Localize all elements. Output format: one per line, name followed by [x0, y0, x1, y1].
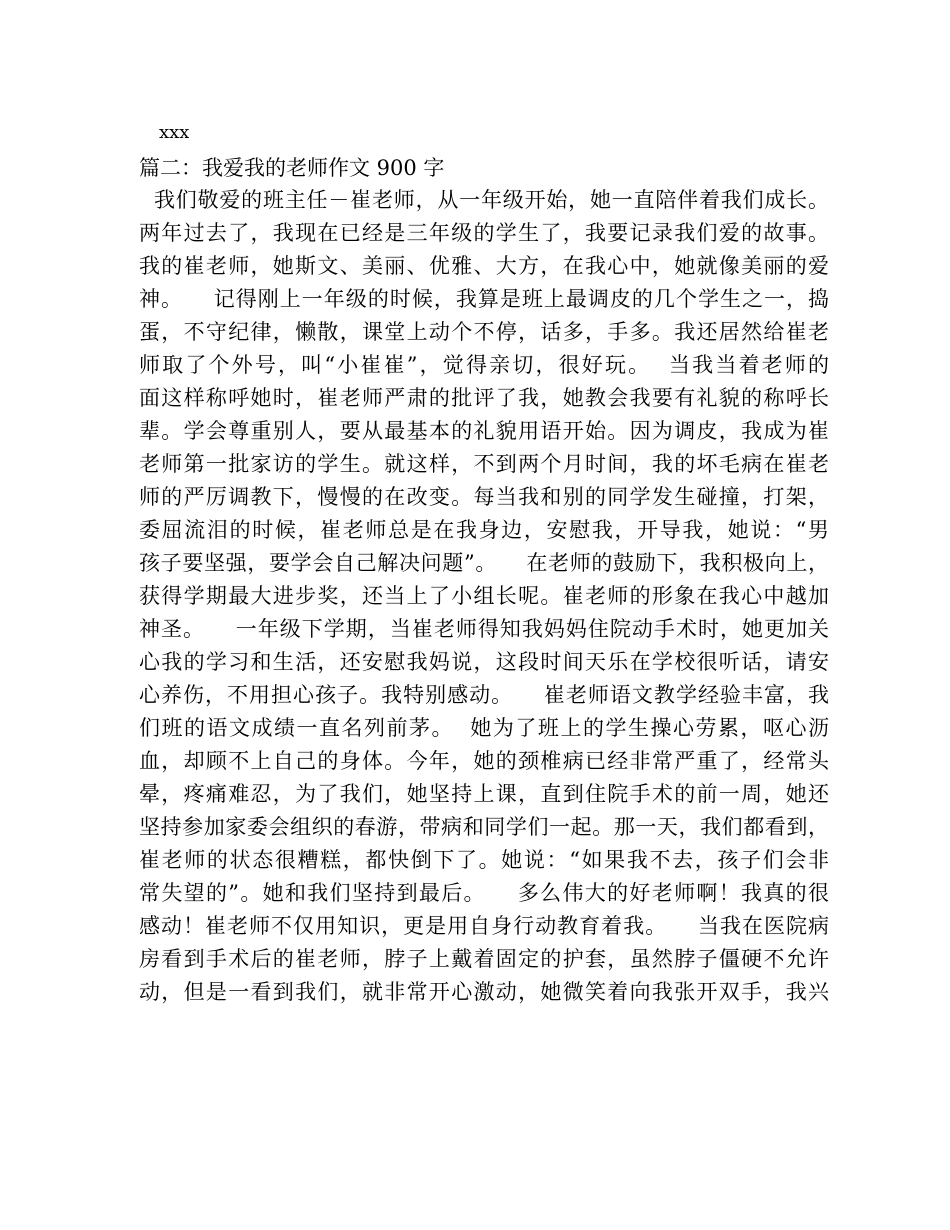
cropped-text-fragment: xxx: [159, 122, 190, 138]
body-line: 我们敬爱的班主任－崔老师，从一年级开始，她一直陪伴着我们成长。: [139, 188, 829, 212]
body-line: 师取了个外号，叫“小崔崔”，觉得亲切，很好玩。 当我当着老师的: [139, 353, 829, 377]
body-line: 感动！崔老师不仅用知识，更是用自身行动教育着我。 当我在医院病: [139, 914, 829, 938]
body-line: 神圣。 一年级下学期，当崔老师得知我妈妈住院动手术时，她更加关: [139, 617, 829, 641]
body-line: 辈。学会尊重别人，要从最基本的礼貌用语开始。因为调皮，我成为崔: [139, 419, 829, 443]
body-line: 面这样称呼她时，崔老师严肃的批评了我，她教会我要有礼貌的称呼长: [139, 386, 829, 410]
body-line: 心我的学习和生活，还安慰我妈说，这段时间天乐在学校很听话，请安: [139, 650, 829, 674]
body-line: 获得学期最大进步奖，还当上了小组长呢。崔老师的形象在我心中越加: [139, 584, 829, 608]
body-line: 神。 记得刚上一年级的时候，我算是班上最调皮的几个学生之一，捣: [139, 287, 829, 311]
body-line: 们班的语文成绩一直名列前茅。 她为了班上的学生操心劳累，呕心沥: [139, 716, 829, 740]
essay-title: 篇二：我爱我的老师作文 900 字: [139, 156, 445, 180]
body-line: 师的严厉调教下，慢慢的在改变。每当我和别的同学发生碰撞，打架，: [139, 485, 829, 509]
body-line: 晕，疼痛难忍，为了我们，她坚持上课，直到住院手术的前一周，她还: [139, 782, 829, 806]
body-line: 我的崔老师，她斯文、美丽、优雅、大方，在我心中，她就像美丽的爱: [139, 254, 829, 278]
body-line: 崔老师的状态很糟糕，都快倒下了。她说：“如果我不去，孩子们会非: [139, 848, 829, 872]
body-line: 坚持参加家委会组织的春游，带病和同学们一起。那一天，我们都看到，: [139, 815, 829, 839]
body-line: 蛋，不守纪律，懒散，课堂上动个不停，话多，手多。我还居然给崔老: [139, 320, 829, 344]
body-line: 动，但是一看到我们，就非常开心激动，她微笑着向我张开双手，我兴: [139, 980, 829, 1004]
body-line: 老师第一批家访的学生。就这样，不到两个月时间，我的坏毛病在崔老: [139, 452, 829, 476]
body-line: 两年过去了，我现在已经是三年级的学生了，我要记录我们爱的故事。: [139, 221, 829, 245]
body-line: 房看到手术后的崔老师，脖子上戴着固定的护套，虽然脖子僵硬不允许: [139, 947, 829, 971]
body-line: 常失望的”。她和我们坚持到最后。 多么伟大的好老师啊！我真的很: [139, 881, 829, 905]
body-line: 孩子要坚强，要学会自己解决问题”。 在老师的鼓励下，我积极向上，: [139, 551, 829, 575]
body-line: 委屈流泪的时候，崔老师总是在我身边，安慰我，开导我，她说：“男: [139, 518, 829, 542]
body-line: 血，却顾不上自己的身体。今年，她的颈椎病已经非常严重了，经常头: [139, 749, 829, 773]
essay-body: [139, 184, 829, 1009]
body-line: 心养伤，不用担心孩子。我特别感动。 崔老师语文教学经验丰富，我: [139, 683, 829, 707]
